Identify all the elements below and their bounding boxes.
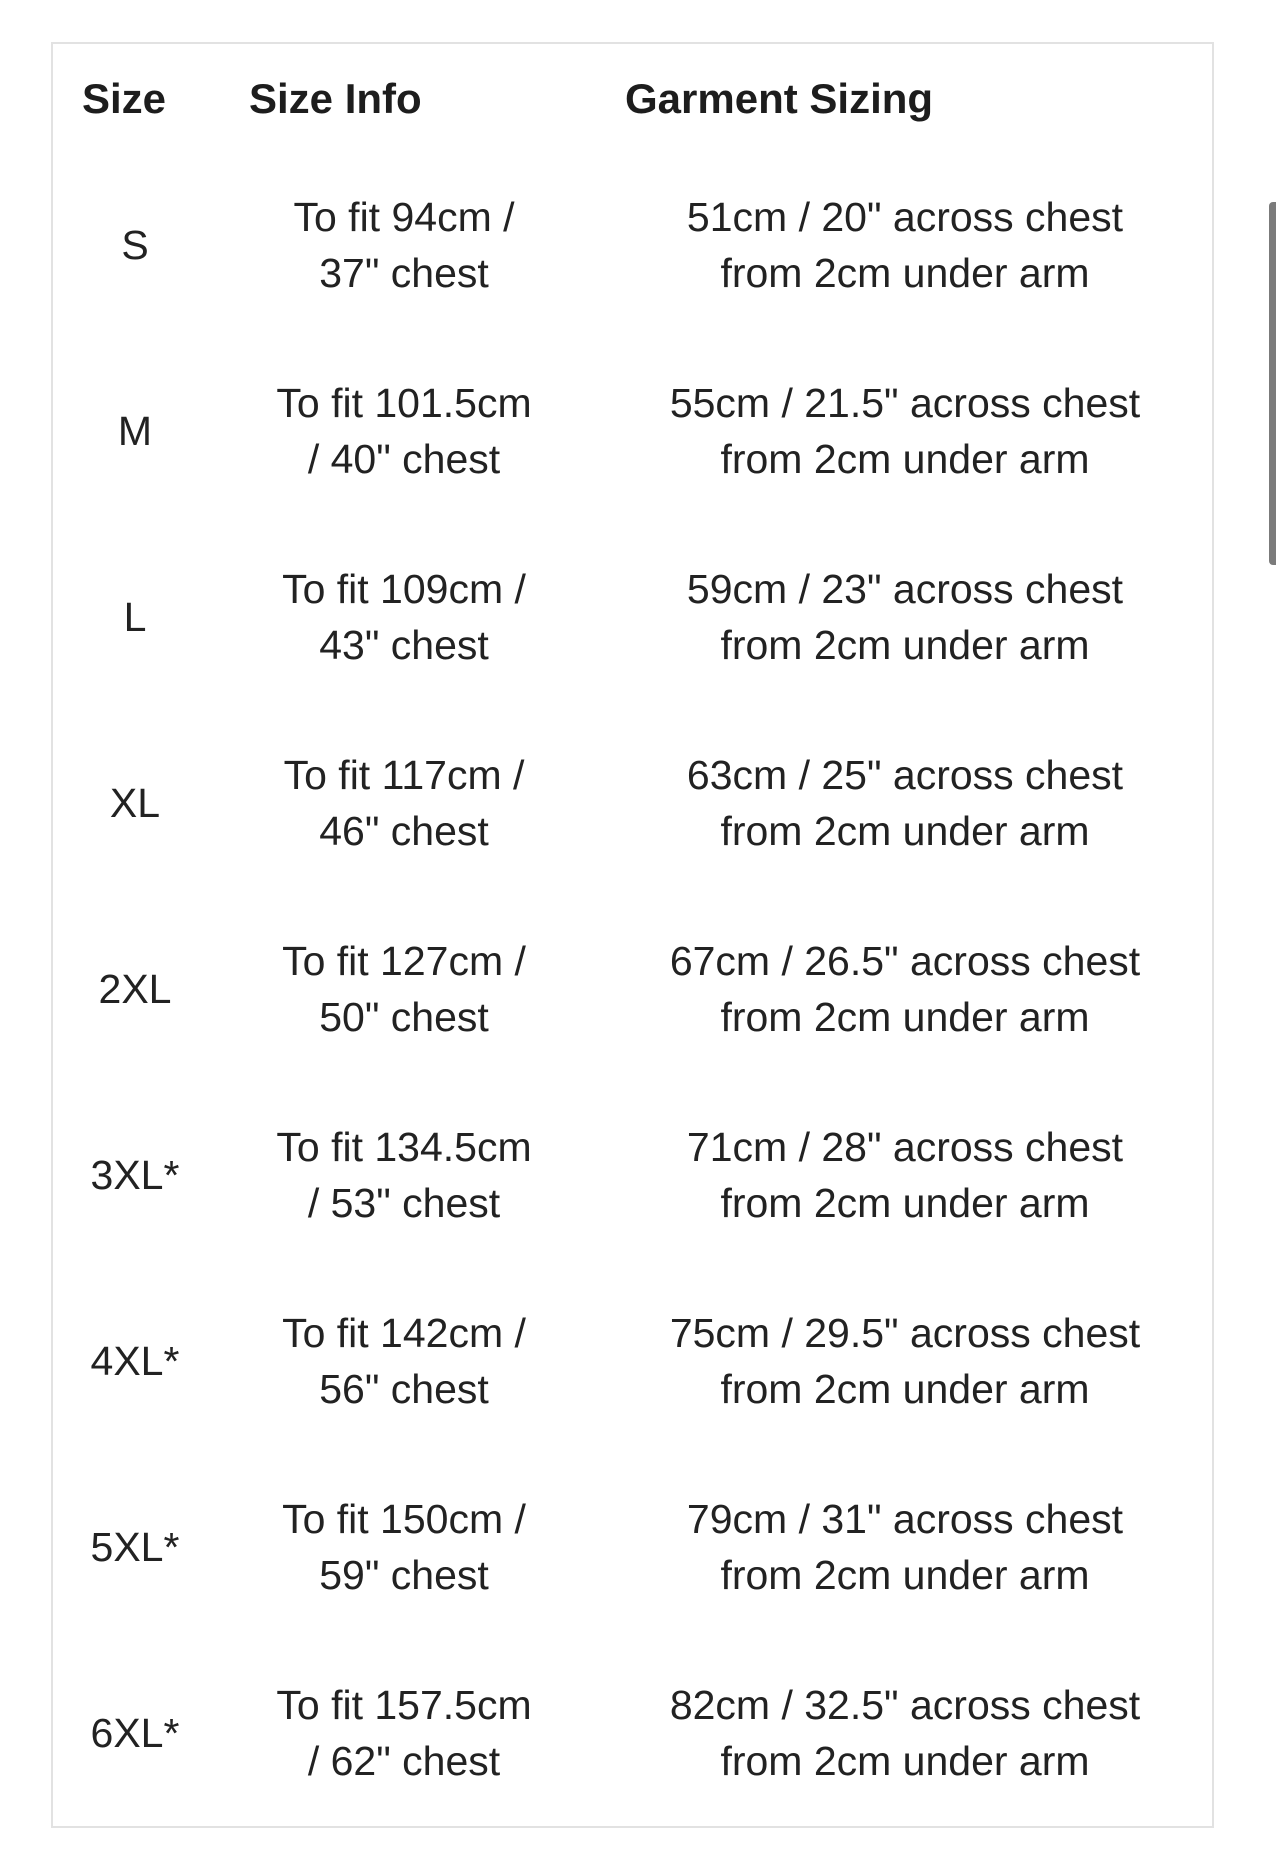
size-info-cell bbox=[188, 1305, 620, 1417]
size-info-cell bbox=[188, 1677, 620, 1789]
size-info-cell bbox=[188, 375, 620, 487]
garment-sizing-line: from 2cm under arm bbox=[720, 1180, 1090, 1226]
column-header-garment-sizing: Garment Sizing bbox=[625, 75, 934, 122]
garment-sizing-cell bbox=[620, 747, 1190, 859]
size-info-line: 46" chest bbox=[319, 808, 489, 854]
size-info-cell bbox=[188, 561, 620, 673]
size-info-cell bbox=[188, 1119, 620, 1231]
size-cell: L bbox=[123, 594, 147, 640]
garment-sizing-line: 82cm / 32.5" across chest bbox=[669, 1682, 1141, 1728]
column-header-size-info: Size Info bbox=[249, 75, 422, 122]
garment-sizing-line: 59cm / 23" across chest bbox=[686, 566, 1124, 612]
garment-sizing-line: from 2cm under arm bbox=[720, 1738, 1090, 1784]
size-info-line: / 62" chest bbox=[307, 1738, 501, 1784]
garment-sizing-cell bbox=[620, 1677, 1190, 1789]
garment-sizing-cell bbox=[620, 189, 1190, 301]
size-cell: 3XL* bbox=[90, 1152, 180, 1198]
size-info-line: To fit 134.5cm bbox=[276, 1124, 532, 1170]
garment-sizing-cell bbox=[620, 1119, 1190, 1231]
table-row bbox=[82, 710, 1212, 896]
garment-sizing-line: 67cm / 26.5" across chest bbox=[669, 938, 1141, 984]
size-chart-card bbox=[51, 42, 1214, 1828]
garment-sizing-cell bbox=[620, 933, 1190, 1045]
size-info-line: To fit 142cm / bbox=[282, 1310, 526, 1356]
size-info-line: To fit 117cm / bbox=[283, 752, 525, 798]
size-info-line: 43" chest bbox=[319, 622, 489, 668]
size-info-line: To fit 150cm / bbox=[282, 1496, 526, 1542]
garment-sizing-line: 75cm / 29.5" across chest bbox=[669, 1310, 1141, 1356]
size-info-line: To fit 157.5cm bbox=[276, 1682, 532, 1728]
size-cell: 6XL* bbox=[90, 1710, 180, 1756]
table-row bbox=[82, 524, 1212, 710]
garment-sizing-cell bbox=[620, 1491, 1190, 1603]
garment-sizing-line: from 2cm under arm bbox=[720, 436, 1090, 482]
table-row bbox=[82, 152, 1212, 338]
size-info-line: 37" chest bbox=[319, 250, 489, 296]
table-row bbox=[82, 1454, 1212, 1640]
size-cell: 2XL bbox=[98, 966, 172, 1012]
table-row bbox=[82, 1082, 1212, 1268]
garment-sizing-cell bbox=[620, 1305, 1190, 1417]
table-row bbox=[82, 338, 1212, 524]
size-cell: M bbox=[117, 408, 153, 454]
size-cell: XL bbox=[109, 780, 161, 826]
garment-sizing-line: from 2cm under arm bbox=[720, 808, 1090, 854]
size-info-cell bbox=[188, 933, 620, 1045]
garment-sizing-line: 79cm / 31" across chest bbox=[686, 1496, 1124, 1542]
garment-sizing-cell bbox=[620, 561, 1190, 673]
garment-sizing-line: from 2cm under arm bbox=[720, 622, 1090, 668]
garment-sizing-line: 51cm / 20" across chest bbox=[686, 194, 1124, 240]
garment-sizing-line: from 2cm under arm bbox=[720, 994, 1090, 1040]
size-info-line: / 53" chest bbox=[307, 1180, 501, 1226]
garment-sizing-cell bbox=[620, 375, 1190, 487]
scrollbar-thumb[interactable] bbox=[1269, 202, 1276, 565]
size-info-line: To fit 109cm / bbox=[282, 566, 526, 612]
table-row bbox=[82, 896, 1212, 1082]
garment-sizing-line: from 2cm under arm bbox=[720, 1366, 1090, 1412]
size-info-line: 56" chest bbox=[319, 1366, 489, 1412]
size-info-line: To fit 127cm / bbox=[282, 938, 526, 984]
column-header-size: Size bbox=[82, 75, 167, 122]
garment-sizing-line: 63cm / 25" across chest bbox=[686, 752, 1124, 798]
size-info-line: / 40" chest bbox=[307, 436, 501, 482]
header-row bbox=[82, 71, 1212, 126]
size-cell: S bbox=[121, 222, 149, 268]
garment-sizing-line: from 2cm under arm bbox=[720, 250, 1090, 296]
size-info-cell bbox=[188, 189, 620, 301]
size-info-cell bbox=[188, 1491, 620, 1603]
table-row bbox=[82, 1268, 1212, 1454]
size-info-line: 50" chest bbox=[319, 994, 489, 1040]
table-row bbox=[82, 1640, 1212, 1826]
size-cell: 5XL* bbox=[90, 1524, 180, 1570]
size-info-cell bbox=[188, 747, 620, 859]
size-info-line: To fit 101.5cm bbox=[276, 380, 532, 426]
size-cell: 4XL* bbox=[90, 1338, 180, 1384]
garment-sizing-line: 71cm / 28" across chest bbox=[686, 1124, 1124, 1170]
size-info-line: To fit 94cm / bbox=[293, 194, 515, 240]
size-info-line: 59" chest bbox=[319, 1552, 489, 1598]
garment-sizing-line: from 2cm under arm bbox=[720, 1552, 1090, 1598]
garment-sizing-line: 55cm / 21.5" across chest bbox=[669, 380, 1141, 426]
